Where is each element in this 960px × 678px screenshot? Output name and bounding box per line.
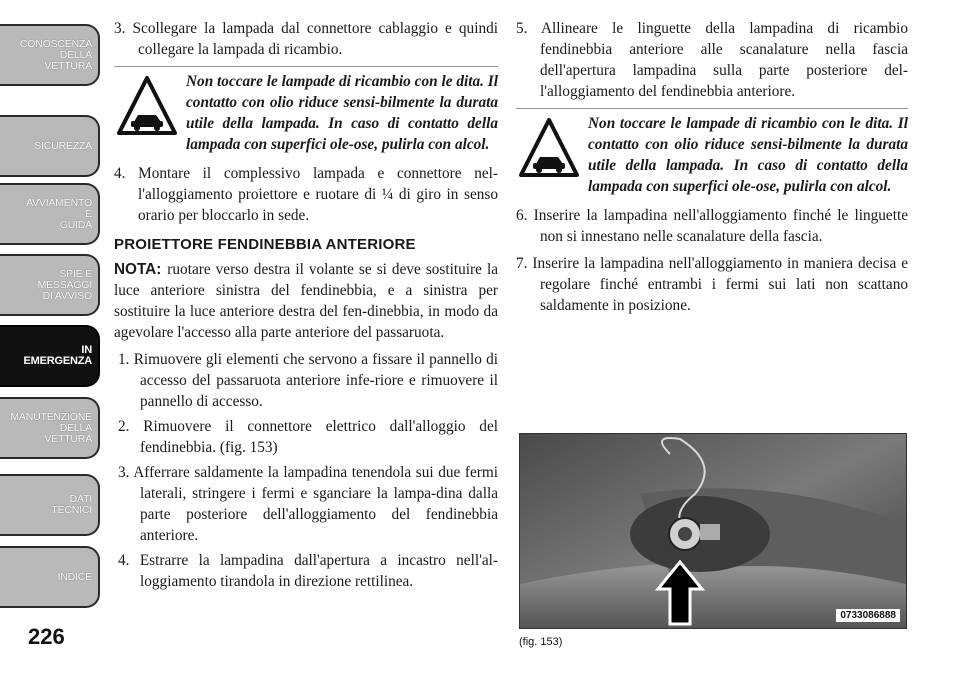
tab-conoscenza-della-vettura[interactable] xyxy=(0,24,100,86)
step-7: 7. Inserire la lampadina nell'alloggiamento in maniera decisa e regolare finché entrambi i fermi sui lati non scattano saldamente in posizione. xyxy=(516,255,908,314)
step-4: 4. Montare il complessivo lampada e connettore nel-l'alloggiamento proiettore e ruotare di ¼ di giro in senso orario per bloccarlo in sede. xyxy=(114,165,498,224)
tab-manutenzione-della-vettura[interactable] xyxy=(0,397,100,459)
chapter-sidebar xyxy=(0,0,104,678)
tab-avviamento-e-guida[interactable] xyxy=(0,183,100,245)
tab-indice[interactable] xyxy=(0,546,100,608)
tab-label: INDICE xyxy=(57,570,92,583)
tab-label: MANUTENZIONE DELLA VETTURA xyxy=(10,410,92,445)
tab-label: SICUREZZA xyxy=(34,139,92,152)
warning-text: Non toccare le lampade di ricambio con le dita. Il contatto con olio riduce sensi-bilmente la durata utile della lampada. In caso di contatto della lampada con superfici ole-ose, pulirla con alcol. xyxy=(588,115,908,195)
right-column xyxy=(516,18,908,322)
step-5: 5. Allineare le linguette della lampadina di ricambio fendinebbia anteriore alle scanalature nella fascia dell'apertura lampadina sulla parte posteriore del-l'alloggiamento del fendinebbia anteriore. xyxy=(516,20,908,100)
tab-dati-tecnici[interactable] xyxy=(0,474,100,536)
warning-box xyxy=(114,66,498,155)
tab-label: SPIE E MESSAGGI DI AVVISO xyxy=(37,267,92,302)
substep-3: 3. Afferrare saldamente la lampadina tenendola sui due fermi laterali, stringere i fermi e sganciare la lampa-dina dalla parte posteriore dell'alloggiamento del fendinebbia anteriore. xyxy=(118,464,498,544)
substep-4: 4. Estrarre la lampadina dall'apertura a incastro nell'al-loggiamento tirandola in direzione rettilinea. xyxy=(118,552,498,590)
tab-sicurezza[interactable] xyxy=(0,115,100,177)
figure-caption: (fig. 153) xyxy=(519,636,563,648)
step-3: 3. Scollegare la lampada dal connettore cablaggio e quindi collegare la lampada di ricambio. xyxy=(114,20,498,58)
step-6: 6. Inserire la lampadina nell'alloggiamento finché le linguette non si innestano nelle scanalature della fascia. xyxy=(516,207,908,245)
tab-label: DATI TECNICI xyxy=(51,493,92,516)
warning-text: Non toccare le lampade di ricambio con le dita. Il contatto con olio riduce sensi-bilmente la durata utile della lampada. In caso di contatto della lampada con superfici ole-ose, pulirla con alcol. xyxy=(186,73,498,153)
warning-box xyxy=(516,108,908,197)
left-column xyxy=(114,18,498,596)
tab-label: CONOSCENZA DELLA VETTURA xyxy=(19,37,92,72)
warning-car-icon xyxy=(116,75,178,137)
figure-code: 0733086888 xyxy=(836,609,900,622)
tab-in-emergenza[interactable] xyxy=(0,325,100,387)
note-paragraph xyxy=(114,259,498,343)
note-text: ruotare verso destra il volante se si deve sostituire la luce anteriore sinistra del fendinebbia, e a sinistra per sostituire la luce anteriore destra del fen-dinebbia, in modo da agevolare l'accesso alla parte anteriore del passaruota. xyxy=(114,261,498,341)
substep-2: 2. Rimuovere il connettore elettrico dall'alloggio del fendinebbia. (fig. 153) xyxy=(118,418,498,456)
substep-1: 1. Rimuovere gli elementi che servono a fissare il pannello di accesso del passaruota anteriore infe-riore e rimuovere il pannello di accesso. xyxy=(118,351,498,410)
fog-lamp-photo xyxy=(519,433,907,629)
note-label: NOTA: xyxy=(114,261,162,278)
tab-label: IN EMERGENZA xyxy=(23,344,92,367)
warning-car-icon xyxy=(518,117,580,179)
tab-spie-e-messaggi[interactable] xyxy=(0,254,100,316)
tab-label: AVVIAMENTO E GUIDA xyxy=(26,196,92,231)
section-heading: PROIETTORE FENDINEBBIA ANTERIORE xyxy=(114,236,416,253)
page-number: 226 xyxy=(28,624,65,649)
fog-lamp-illustration xyxy=(520,434,906,628)
